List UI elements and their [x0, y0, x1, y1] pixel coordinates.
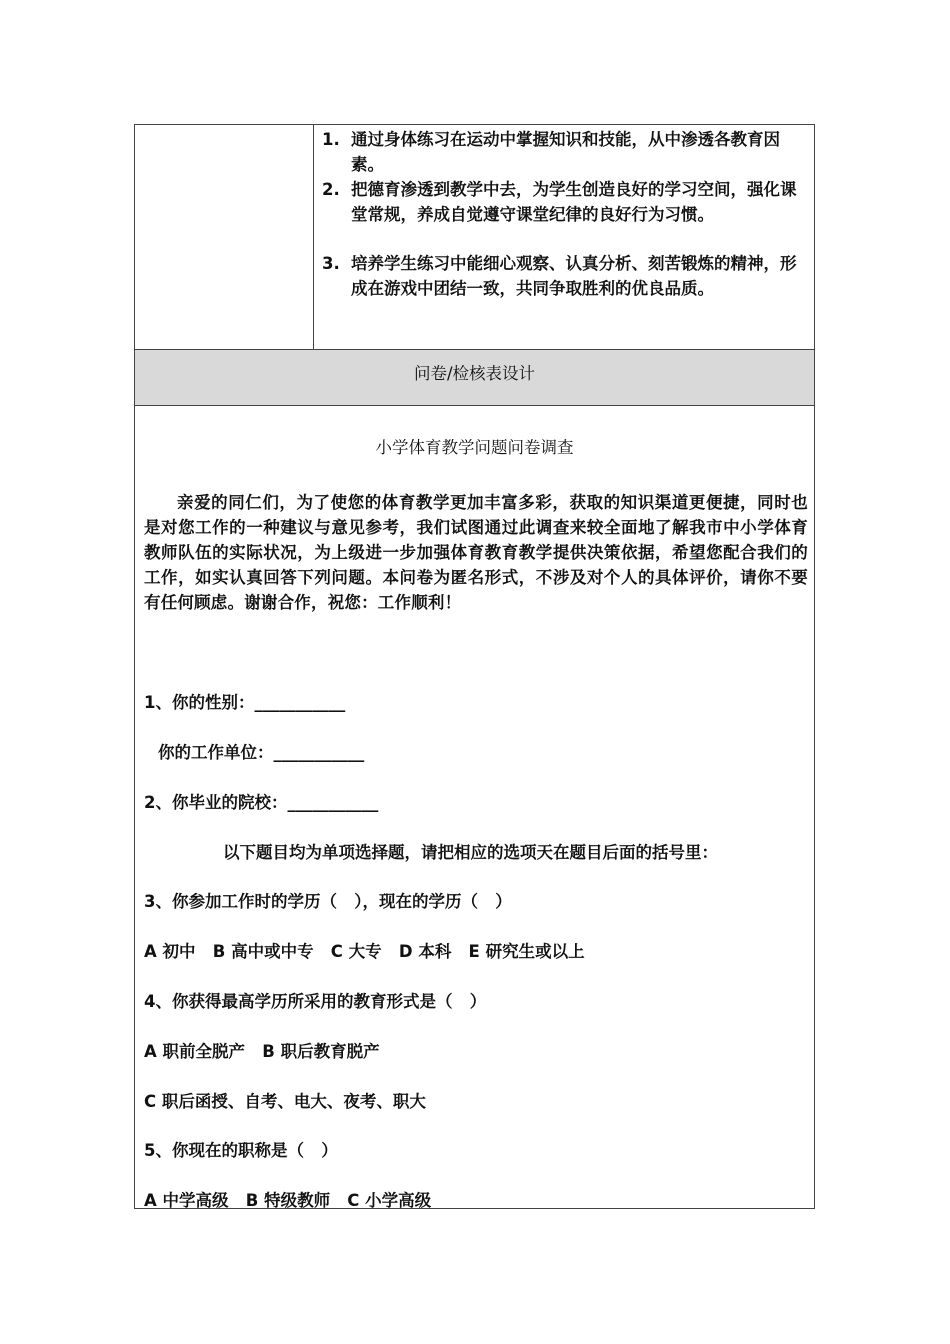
- questionnaire-cell: [135, 406, 814, 1208]
- objective-text: 把德育渗透到教学中去，为学生创造良好的学习空间，强化课堂常规，养成自觉遵守课堂纪律的良好行为习惯。: [351, 180, 797, 224]
- objective-item: [314, 127, 809, 177]
- lesson-plan-table: [134, 124, 815, 1209]
- question-education: 3、你参加工作时的学历（ ），现在的学历（ ）: [144, 892, 512, 911]
- objective-text: 通过身体练习在运动中掌握知识和技能，从中渗透各教育因素。: [351, 130, 780, 174]
- survey-title: 小学体育教学问题问卷调查: [375, 438, 574, 457]
- objectives-row: [135, 125, 814, 350]
- objective-item: [314, 251, 809, 301]
- objectives-label-cell: [135, 125, 314, 349]
- objective-number: 3.: [322, 254, 340, 273]
- objective-number: 2.: [322, 180, 340, 199]
- section-header-row: [135, 350, 814, 406]
- objectives-content-cell: [314, 125, 814, 349]
- instruction-text: 以下题目均为单项选择题，请把相应的选项天在题目后面的括号里：: [223, 843, 718, 862]
- question-work-unit: 你的工作单位：___________: [158, 743, 365, 762]
- options-title-rank: A 中学高级 B 特级教师 C 小学高级: [144, 1191, 432, 1210]
- options-education-form-c: C 职后函授、自考、电大、夜考、职大: [144, 1092, 426, 1111]
- question-education-form: 4、你获得最高学历所采用的教育形式是（ ）: [144, 992, 487, 1011]
- objective-item: [314, 177, 809, 227]
- options-education: A 初中 B 高中或中专 C 大专 D 本科 E 研究生或以上: [144, 942, 585, 961]
- question-title-rank: 5、你现在的职称是（ ）: [144, 1141, 338, 1160]
- section-header: 问卷/检核表设计: [413, 364, 536, 383]
- options-education-form-a: A 职前全脱产 B 职后教育脱产: [144, 1042, 380, 1061]
- objective-text: 培养学生练习中能细心观察、认真分析、刻苦锻炼的精神，形成在游戏中团结一致，共同争取胜利的优良品质。: [351, 254, 797, 298]
- question-gender: 1、你的性别：___________: [144, 693, 346, 712]
- survey-intro: 亲爱的同仁们，为了使您的体育教学更加丰富多彩，获取的知识渠道更便捷，同时也是对您工作的一种建议与意见参考，我们试图通过此调查来较全面地了解我市中小学体育教师队伍的实际状况，为上级进一步加强体育教育教学提供决策依据，希望您配合我们的工作，如实认真回答下列问题。本问卷为匿名形式，不涉及对个人的具体评价，请你不要有任何顾虑。谢谢合作，祝您：工作顺利！: [144, 493, 808, 612]
- question-school: 2、你毕业的院校：___________: [144, 793, 379, 812]
- objective-number: 1.: [322, 130, 340, 149]
